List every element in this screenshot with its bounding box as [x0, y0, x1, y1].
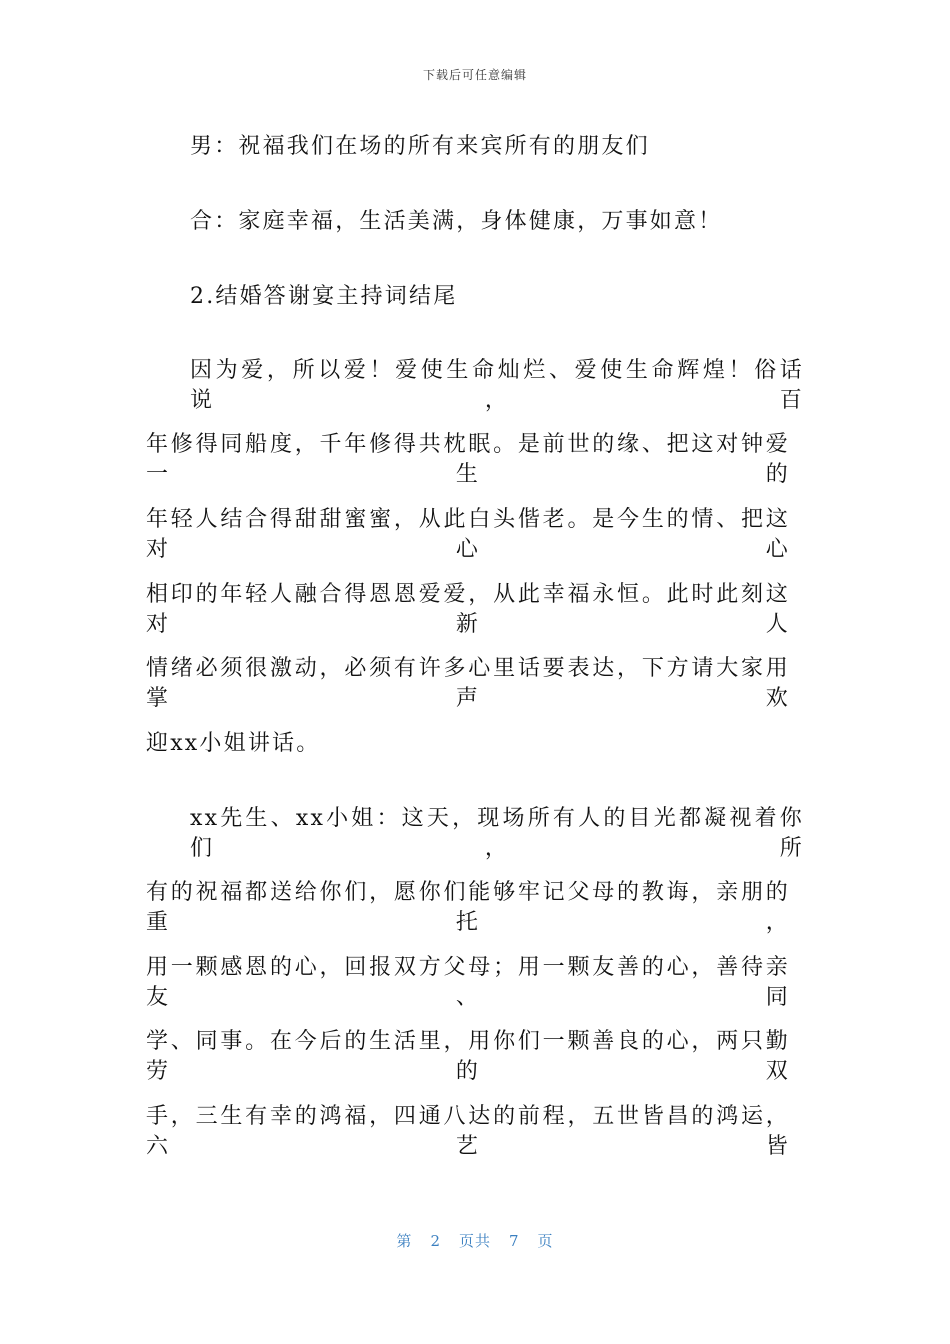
paragraph-line: 相印的年轻人融合得恩恩爱爱，从此幸福永恒。此时此刻这对新人: [146, 582, 790, 637]
paragraph-line: 学、同事。在今后的生活里，用你们一颗善良的心，两只勤劳的双: [146, 1029, 790, 1084]
paragraph-line: 年修得同船度，千年修得共枕眠。是前世的缘、把这对钟爱一生的: [146, 432, 790, 487]
footer-suffix: 页: [537, 1232, 554, 1250]
paragraph-line: 情绪必须很激动，必须有许多心里话要表达，下方请大家用掌声欢: [146, 656, 790, 711]
paragraph-line: 有的祝福都送给你们，愿你们能够牢记父母的教诲，亲朋的重托，: [146, 880, 790, 935]
footer-prefix: 第: [396, 1232, 413, 1250]
paragraph-line: 合：家庭幸福，生活美满，身体健康，万事如意！: [190, 209, 723, 234]
section-heading: 2.结婚答谢宴主持词结尾: [190, 284, 458, 309]
page-footer: [0, 1230, 950, 1251]
footer-mid: 页共: [458, 1232, 491, 1250]
total-pages: 7: [509, 1232, 520, 1250]
paragraph-line: 年轻人结合得甜甜蜜蜜，从此白头偕老。是今生的情、把这对心心: [146, 507, 790, 562]
paragraph-line: 男：祝福我们在场的所有来宾所有的朋友们: [190, 134, 650, 159]
paragraph-line: 用一颗感恩的心，回报双方父母；用一颗友善的心，善待亲友、同: [146, 955, 790, 1010]
header-note: 下载后可任意编辑: [422, 68, 527, 82]
paragraph-line: 手，三生有幸的鸿福，四通八达的前程，五世皆昌的鸿运，六艺皆: [146, 1104, 790, 1159]
page-number: 2: [430, 1232, 441, 1250]
paragraph-line: 迎xx小姐讲话。: [146, 731, 321, 756]
paragraph-line: xx先生、xx小姐：这天，现场所有人的目光都凝视着你们，所: [190, 806, 804, 861]
paragraph-line: 因为爱，所以爱！爱使生命灿烂、爱使生命辉煌！俗话说，百: [190, 358, 804, 413]
